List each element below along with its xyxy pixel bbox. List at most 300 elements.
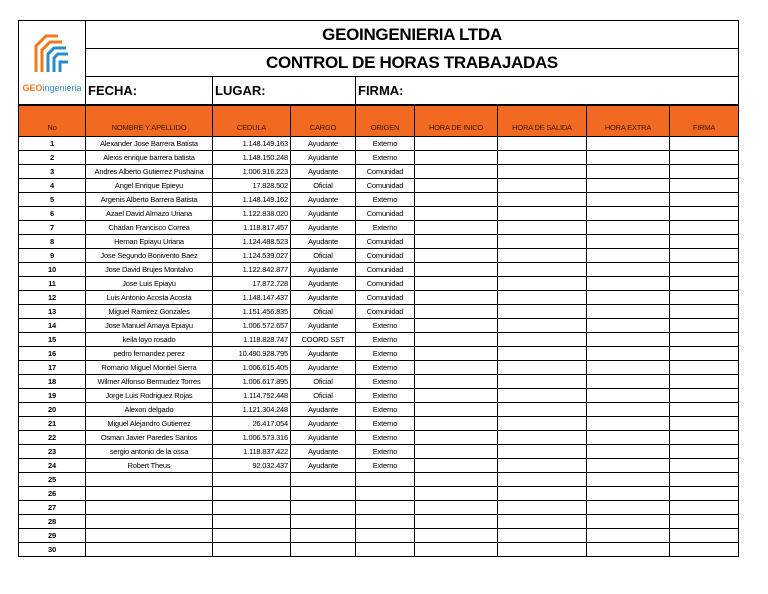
origen-cell: Comunidad (356, 291, 415, 305)
hora-inicio-cell[interactable] (415, 529, 498, 543)
hora-extra-cell[interactable] (587, 179, 670, 193)
cedula-cell: 1.122.842.877 (213, 263, 291, 277)
name-cell: Azael David Almazo Uriana (86, 207, 213, 221)
hora-salida-cell[interactable] (498, 249, 587, 263)
hora-salida-cell[interactable] (498, 459, 587, 473)
lugar-label: LUGAR: (213, 77, 356, 105)
row-number: 23 (19, 445, 86, 459)
firma-cell[interactable] (670, 431, 739, 445)
cedula-cell (213, 543, 291, 557)
cargo-cell (291, 501, 356, 515)
cargo-cell: Oficial (291, 375, 356, 389)
name-cell: sergio antonio de la ossa (86, 445, 213, 459)
hora-salida-cell[interactable] (498, 361, 587, 375)
table-body (19, 137, 739, 557)
cargo-cell: Ayudante (291, 263, 356, 277)
name-cell (86, 529, 213, 543)
column-header: NOMBRE Y APELLIDO (86, 106, 213, 137)
origen-cell: Comunidad (356, 263, 415, 277)
firma-cell[interactable] (670, 151, 739, 165)
row-number: 20 (19, 403, 86, 417)
column-header: HORA DE SALIDA (498, 106, 587, 137)
hora-extra-cell[interactable] (587, 403, 670, 417)
hora-inicio-cell[interactable] (415, 193, 498, 207)
name-cell (86, 515, 213, 529)
hora-inicio-cell[interactable] (415, 165, 498, 179)
column-header: No (19, 106, 86, 137)
cargo-cell (291, 473, 356, 487)
cargo-cell: Ayudante (291, 431, 356, 445)
name-cell: Andres Alberto Gutierrez Pushaina (86, 165, 213, 179)
cargo-cell (291, 515, 356, 529)
table-header-row (19, 106, 739, 137)
firma-cell[interactable] (670, 417, 739, 431)
cedula-cell: 1.006.615.405 (213, 361, 291, 375)
name-cell: Hernan Epiayu Uriana (86, 235, 213, 249)
firma-cell[interactable] (670, 319, 739, 333)
hora-extra-cell[interactable] (587, 137, 670, 151)
hora-extra-cell[interactable] (587, 347, 670, 361)
cargo-cell: Ayudante (291, 193, 356, 207)
firma-label: FIRMA: (356, 77, 739, 105)
table-row (19, 431, 739, 445)
hora-extra-cell[interactable] (587, 361, 670, 375)
hora-inicio-cell[interactable] (415, 263, 498, 277)
column-header: HORA DE INICO (415, 106, 498, 137)
hora-salida-cell[interactable] (498, 389, 587, 403)
column-header: ORIGEN (356, 106, 415, 137)
table-row (19, 305, 739, 319)
cargo-cell: Ayudante (291, 165, 356, 179)
cedula-cell: 1.114.752.448 (213, 389, 291, 403)
cedula-cell: 1.124.539.027 (213, 249, 291, 263)
name-cell: Alexis enrique barrera batista (86, 151, 213, 165)
hora-inicio-cell[interactable] (415, 151, 498, 165)
hora-inicio-cell[interactable] (415, 501, 498, 515)
hora-extra-cell[interactable] (587, 543, 670, 557)
firma-cell[interactable] (670, 473, 739, 487)
table-row (19, 207, 739, 221)
origen-cell: Comunidad (356, 305, 415, 319)
hora-salida-cell[interactable] (498, 431, 587, 445)
hora-extra-cell[interactable] (587, 515, 670, 529)
origen-cell (356, 529, 415, 543)
hora-inicio-cell[interactable] (415, 179, 498, 193)
cargo-cell (291, 529, 356, 543)
row-number: 21 (19, 417, 86, 431)
hora-inicio-cell[interactable] (415, 403, 498, 417)
hora-salida-cell[interactable] (498, 165, 587, 179)
name-cell: Luis Antonio Acosta Acosta (86, 291, 213, 305)
cargo-cell: Ayudante (291, 151, 356, 165)
hora-salida-cell[interactable] (498, 501, 587, 515)
hora-extra-cell[interactable] (587, 235, 670, 249)
name-cell: Wilmer Alfonso Bermudez Torres (86, 375, 213, 389)
cargo-cell: Ayudante (291, 277, 356, 291)
hora-inicio-cell[interactable] (415, 487, 498, 501)
hora-extra-cell[interactable] (587, 291, 670, 305)
firma-cell[interactable] (670, 221, 739, 235)
cargo-cell: Oficial (291, 179, 356, 193)
name-cell: Jose Manuel Amaya Epiayu (86, 319, 213, 333)
row-number: 30 (19, 543, 86, 557)
name-cell: Jorge Luis Rodriguez Rojas (86, 389, 213, 403)
hora-salida-cell[interactable] (498, 277, 587, 291)
cedula-cell: 1.121.304.248 (213, 403, 291, 417)
table-row (19, 515, 739, 529)
hora-extra-cell[interactable] (587, 417, 670, 431)
hora-inicio-cell[interactable] (415, 347, 498, 361)
firma-cell[interactable] (670, 487, 739, 501)
hora-salida-cell[interactable] (498, 319, 587, 333)
cedula-cell: 1.118.837.422 (213, 445, 291, 459)
hora-salida-cell[interactable] (498, 375, 587, 389)
firma-cell[interactable] (670, 333, 739, 347)
hora-extra-cell[interactable] (587, 165, 670, 179)
cedula-cell: 1.151.456.835 (213, 305, 291, 319)
cargo-cell: Ayudante (291, 361, 356, 375)
firma-cell[interactable] (670, 179, 739, 193)
cedula-cell: 1.148.149.162 (213, 193, 291, 207)
origen-cell: Externo (356, 221, 415, 235)
firma-cell[interactable] (670, 305, 739, 319)
firma-cell[interactable] (670, 347, 739, 361)
firma-cell[interactable] (670, 263, 739, 277)
hora-extra-cell[interactable] (587, 263, 670, 277)
hora-extra-cell[interactable] (587, 193, 670, 207)
hora-salida-cell[interactable] (498, 487, 587, 501)
cargo-cell: Ayudante (291, 319, 356, 333)
origen-cell: Externo (356, 389, 415, 403)
firma-cell[interactable] (670, 403, 739, 417)
hora-extra-cell[interactable] (587, 529, 670, 543)
table-row (19, 193, 739, 207)
origen-cell: Comunidad (356, 165, 415, 179)
name-cell: Romario Miguel Montiel Sierra (86, 361, 213, 375)
hora-salida-cell[interactable] (498, 137, 587, 151)
origen-cell: Comunidad (356, 207, 415, 221)
row-number: 22 (19, 431, 86, 445)
table-row (19, 445, 739, 459)
hora-salida-cell[interactable] (498, 347, 587, 361)
table-row (19, 165, 739, 179)
cedula-cell: 17.828.502 (213, 179, 291, 193)
column-header: HORA EXTRA (587, 106, 670, 137)
hora-extra-cell[interactable] (587, 151, 670, 165)
table-row (19, 473, 739, 487)
table-row (19, 529, 739, 543)
row-number: 1 (19, 137, 86, 151)
firma-cell[interactable] (670, 445, 739, 459)
hora-salida-cell[interactable] (498, 193, 587, 207)
name-cell: Robert Theus (86, 459, 213, 473)
firma-cell[interactable] (670, 389, 739, 403)
cedula-cell: 1.006.617.895 (213, 375, 291, 389)
firma-cell[interactable] (670, 137, 739, 151)
name-cell (86, 501, 213, 515)
cargo-cell (291, 487, 356, 501)
hora-salida-cell[interactable] (498, 221, 587, 235)
origen-cell: Externo (356, 137, 415, 151)
hora-extra-cell[interactable] (587, 305, 670, 319)
cargo-cell: Ayudante (291, 221, 356, 235)
hora-extra-cell[interactable] (587, 207, 670, 221)
firma-cell[interactable] (670, 249, 739, 263)
origen-cell: Externo (356, 319, 415, 333)
name-cell: Angel Enrique Epieyu (86, 179, 213, 193)
row-number: 25 (19, 473, 86, 487)
company-logo (19, 21, 86, 105)
row-number: 10 (19, 263, 86, 277)
firma-cell[interactable] (670, 277, 739, 291)
row-number: 4 (19, 179, 86, 193)
cargo-cell: Ayudante (291, 235, 356, 249)
origen-cell: Externo (356, 459, 415, 473)
cargo-cell: Ayudante (291, 207, 356, 221)
name-cell: Alexon delgado (86, 403, 213, 417)
origen-cell: Externo (356, 375, 415, 389)
hora-inicio-cell[interactable] (415, 515, 498, 529)
cedula-cell: 1.148.149.163 (213, 137, 291, 151)
row-number: 5 (19, 193, 86, 207)
row-number: 2 (19, 151, 86, 165)
hora-salida-cell[interactable] (498, 305, 587, 319)
hora-extra-cell[interactable] (587, 221, 670, 235)
origen-cell: Externo (356, 445, 415, 459)
column-header: CEDULA (213, 106, 291, 137)
hora-extra-cell[interactable] (587, 249, 670, 263)
row-number: 29 (19, 529, 86, 543)
name-cell: Jose David Brujes Montalvo (86, 263, 213, 277)
cedula-cell (213, 515, 291, 529)
hora-salida-cell[interactable] (498, 179, 587, 193)
hora-inicio-cell[interactable] (415, 137, 498, 151)
row-number: 7 (19, 221, 86, 235)
hora-extra-cell[interactable] (587, 501, 670, 515)
name-cell: Jose Segundo Bonivento Baez (86, 249, 213, 263)
hora-salida-cell[interactable] (498, 473, 587, 487)
table-row (19, 333, 739, 347)
row-number: 17 (19, 361, 86, 375)
name-cell: Miguel Ramirez Gonzales (86, 305, 213, 319)
origen-cell (356, 487, 415, 501)
name-cell: keila loyo rosado (86, 333, 213, 347)
table-row (19, 235, 739, 249)
cargo-cell: Oficial (291, 305, 356, 319)
cedula-cell: 1.124.488.523 (213, 235, 291, 249)
origen-cell (356, 515, 415, 529)
origen-cell (356, 473, 415, 487)
hora-salida-cell[interactable] (498, 403, 587, 417)
company-name: GEOINGENIERIA LTDA (86, 21, 739, 49)
hora-inicio-cell[interactable] (415, 389, 498, 403)
hora-extra-cell[interactable] (587, 319, 670, 333)
row-number: 13 (19, 305, 86, 319)
row-number: 19 (19, 389, 86, 403)
hora-inicio-cell[interactable] (415, 375, 498, 389)
name-cell: Miguel Alejandro Gutierrez (86, 417, 213, 431)
hora-inicio-cell[interactable] (415, 207, 498, 221)
origen-cell: Externo (356, 333, 415, 347)
table-row (19, 487, 739, 501)
logo-wordmark: GEOingenieria (22, 83, 82, 93)
name-cell: Chadan Francisco Correa (86, 221, 213, 235)
hora-inicio-cell[interactable] (415, 235, 498, 249)
hora-extra-cell[interactable] (587, 431, 670, 445)
cargo-cell: Ayudante (291, 459, 356, 473)
hora-extra-cell[interactable] (587, 333, 670, 347)
row-number: 26 (19, 487, 86, 501)
name-cell (86, 473, 213, 487)
row-number: 28 (19, 515, 86, 529)
firma-cell[interactable] (670, 207, 739, 221)
firma-cell[interactable] (670, 375, 739, 389)
hora-inicio-cell[interactable] (415, 221, 498, 235)
firma-cell[interactable] (670, 291, 739, 305)
origen-cell (356, 501, 415, 515)
hora-inicio-cell[interactable] (415, 277, 498, 291)
hora-extra-cell[interactable] (587, 445, 670, 459)
cedula-cell: 1.006.572.657 (213, 319, 291, 333)
name-cell (86, 487, 213, 501)
hora-inicio-cell[interactable] (415, 473, 498, 487)
table-row (19, 403, 739, 417)
cedula-cell: 1.118.828.747 (213, 333, 291, 347)
row-number: 14 (19, 319, 86, 333)
hora-salida-cell[interactable] (498, 235, 587, 249)
hora-inicio-cell[interactable] (415, 417, 498, 431)
hora-extra-cell[interactable] (587, 277, 670, 291)
origen-cell: Externo (356, 403, 415, 417)
table-row (19, 543, 739, 557)
table-row (19, 151, 739, 165)
document-header (18, 20, 739, 105)
firma-cell[interactable] (670, 235, 739, 249)
firma-cell[interactable] (670, 529, 739, 543)
hora-extra-cell[interactable] (587, 459, 670, 473)
hora-inicio-cell[interactable] (415, 291, 498, 305)
firma-cell[interactable] (670, 459, 739, 473)
row-number: 6 (19, 207, 86, 221)
name-cell: Osman Javier Paredes Santos (86, 431, 213, 445)
cargo-cell: Oficial (291, 389, 356, 403)
cedula-cell (213, 501, 291, 515)
hora-extra-cell[interactable] (587, 375, 670, 389)
cargo-cell (291, 543, 356, 557)
hora-inicio-cell[interactable] (415, 459, 498, 473)
cedula-cell: 1.148.150.248 (213, 151, 291, 165)
origen-cell: Externo (356, 417, 415, 431)
cedula-cell: 1.118.817.457 (213, 221, 291, 235)
cargo-cell: COORD SST (291, 333, 356, 347)
hora-salida-cell[interactable] (498, 151, 587, 165)
table-row (19, 417, 739, 431)
hora-salida-cell[interactable] (498, 263, 587, 277)
hora-salida-cell[interactable] (498, 445, 587, 459)
hora-salida-cell[interactable] (498, 529, 587, 543)
firma-cell[interactable] (670, 165, 739, 179)
cedula-cell: 17.872.728 (213, 277, 291, 291)
origen-cell: Comunidad (356, 277, 415, 291)
firma-cell[interactable] (670, 501, 739, 515)
table-row (19, 221, 739, 235)
row-number: 24 (19, 459, 86, 473)
origen-cell: Externo (356, 361, 415, 375)
table-row (19, 249, 739, 263)
cedula-cell: 1.006.916.223 (213, 165, 291, 179)
cargo-cell: Ayudante (291, 445, 356, 459)
hora-inicio-cell[interactable] (415, 543, 498, 557)
firma-cell[interactable] (670, 193, 739, 207)
table-row (19, 179, 739, 193)
hora-salida-cell[interactable] (498, 333, 587, 347)
hora-salida-cell[interactable] (498, 417, 587, 431)
column-header: FIRMA (670, 106, 739, 137)
cedula-cell: 92.032.437 (213, 459, 291, 473)
row-number: 18 (19, 375, 86, 389)
hora-salida-cell[interactable] (498, 543, 587, 557)
hora-salida-cell[interactable] (498, 291, 587, 305)
name-cell: Argenis Alberto Barrera Batista (86, 193, 213, 207)
cargo-cell: Ayudante (291, 137, 356, 151)
firma-cell[interactable] (670, 515, 739, 529)
table-row (19, 263, 739, 277)
hora-extra-cell[interactable] (587, 389, 670, 403)
origen-cell: Externo (356, 347, 415, 361)
name-cell: Alexander Jose Barrera Batista (86, 137, 213, 151)
hora-inicio-cell[interactable] (415, 249, 498, 263)
table-row (19, 291, 739, 305)
table-row (19, 319, 739, 333)
row-number: 16 (19, 347, 86, 361)
firma-cell[interactable] (670, 543, 739, 557)
firma-cell[interactable] (670, 361, 739, 375)
table-row (19, 137, 739, 151)
hora-inicio-cell[interactable] (415, 445, 498, 459)
column-header: CARGO (291, 106, 356, 137)
hora-inicio-cell[interactable] (415, 361, 498, 375)
cedula-cell: 1.006.573.316 (213, 431, 291, 445)
cedula-cell: 1.122.838.020 (213, 207, 291, 221)
table-row (19, 277, 739, 291)
hora-inicio-cell[interactable] (415, 333, 498, 347)
hora-inicio-cell[interactable] (415, 431, 498, 445)
hora-extra-cell[interactable] (587, 473, 670, 487)
cargo-cell: Oficial (291, 249, 356, 263)
row-number: 11 (19, 277, 86, 291)
cargo-cell: Ayudante (291, 403, 356, 417)
row-number: 12 (19, 291, 86, 305)
cedula-cell: 10.490.928.795 (213, 347, 291, 361)
row-number: 3 (19, 165, 86, 179)
hora-inicio-cell[interactable] (415, 319, 498, 333)
hora-inicio-cell[interactable] (415, 305, 498, 319)
hora-extra-cell[interactable] (587, 487, 670, 501)
hora-salida-cell[interactable] (498, 207, 587, 221)
cargo-cell: Ayudante (291, 347, 356, 361)
hours-table (18, 105, 739, 557)
cedula-cell (213, 473, 291, 487)
hora-salida-cell[interactable] (498, 515, 587, 529)
cedula-cell (213, 487, 291, 501)
table-row (19, 347, 739, 361)
cargo-cell: Ayudante (291, 417, 356, 431)
origen-cell: Comunidad (356, 249, 415, 263)
table-row (19, 459, 739, 473)
origen-cell: Comunidad (356, 179, 415, 193)
cedula-cell: 1.148.147.437 (213, 291, 291, 305)
row-number: 9 (19, 249, 86, 263)
